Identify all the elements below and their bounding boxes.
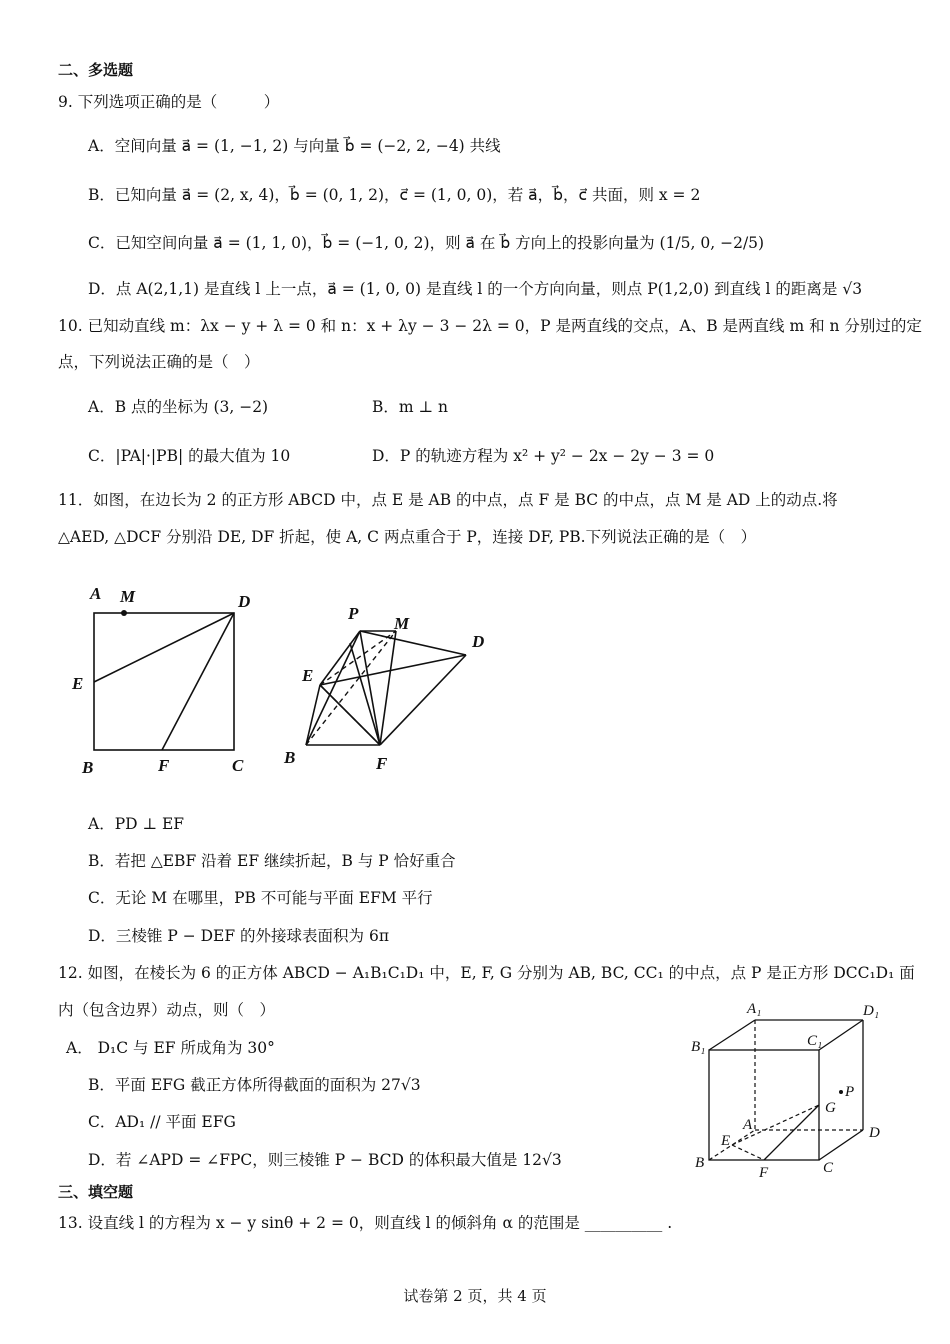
- question-12-option-b: B．平面 EFG 截正方体所得截面的面积为 27√3: [88, 1076, 421, 1094]
- label-c: C: [232, 756, 244, 775]
- label-a: A: [743, 1117, 753, 1133]
- question-11-option-c: C．无论 M 在哪里，PB 不可能与平面 EFM 平行: [88, 889, 433, 907]
- question-10-stem-line2: 点，下列说法正确的是（ ）: [58, 353, 260, 371]
- label-b: B: [284, 748, 296, 767]
- edge-mf: [380, 631, 396, 745]
- dashed-ef: [732, 1145, 764, 1160]
- edge-c1d1: [819, 1020, 863, 1050]
- question-13-answer-blank[interactable]: __________ .: [584, 1214, 673, 1232]
- question-13-row: [58, 1213, 672, 1233]
- edge-b1a1: [709, 1020, 755, 1050]
- point-m: [121, 610, 127, 616]
- question-11-option-d: D．三棱锥 P − DEF 的外接球表面积为 6π: [88, 927, 390, 945]
- question-10-option-b: B．m ⊥ n: [372, 398, 449, 416]
- label-b1: B₁: [691, 1039, 706, 1055]
- page-footer: 试卷第 2 页，共 4 页: [403, 1287, 547, 1305]
- label-f: F: [158, 756, 170, 775]
- section-title-fill-in: 三、填空题: [58, 1183, 134, 1201]
- question-9-option-c: C．已知空间向量 a⃗ = (1, 1, 0)，b⃗ = (−1, 0, 2)，则 a⃗ 在 b⃗ 方向上的投影向量为 (1/5, 0, −2/5): [88, 234, 765, 252]
- question-10-option-c: C．|PA|·|PB| 的最大值为 10: [88, 447, 291, 465]
- label-f: F: [759, 1165, 769, 1181]
- label-e: E: [721, 1133, 731, 1149]
- question-11-option-b: B．若把 △EBF 沿着 EF 继续折起，B 与 P 恰好重合: [88, 852, 456, 870]
- question-12-stem-line2: 内（包含边界）动点，则（ ）: [58, 1001, 276, 1019]
- question-10-option-a: A．B 点的坐标为 (3, −2): [88, 398, 269, 416]
- question-10-option-d: D．P 的轨迹方程为 x² + y² − 2x − 2y − 3 = 0: [372, 447, 715, 465]
- label-d: D: [472, 632, 485, 651]
- label-m: M: [394, 614, 410, 633]
- point-p: [839, 1090, 843, 1094]
- question-9-option-d: D．点 A(2,1,1) 是直线 l 上一点，a⃗ = (1, 0, 0) 是直线 l 的一个方向向量，则点 P(1,2,0) 到直线 l 的距离是 √3: [88, 280, 863, 298]
- label-c1: C₁: [807, 1033, 823, 1049]
- label-m: M: [120, 587, 136, 606]
- question-12-stem-line1: 12. 如图，在棱长为 6 的正方体 ABCD − A₁B₁C₁D₁ 中，E, F, G 分别为 AB, BC, CC₁ 的中点，点 P 是正方形 DCC₁D₁ 面: [58, 964, 915, 982]
- label-f: F: [376, 754, 388, 773]
- edge-pd: [360, 631, 466, 655]
- edge-fd: [380, 655, 466, 745]
- label-d1: D₁: [863, 1003, 880, 1019]
- label-b: B: [695, 1155, 705, 1171]
- question-9-stem: 9. 下列选项正确的是（ ）: [58, 93, 280, 111]
- label-c: C: [823, 1160, 834, 1176]
- question-11-stem-line2: △AED, △DCF 分别沿 DE, DF 折起，使 A, C 两点重合于 P，连接 DF, PB.下列说法正确的是（ ）: [58, 528, 757, 546]
- square-outline: [94, 613, 234, 750]
- square-abcd-figure: [62, 578, 262, 778]
- label-d: D: [238, 592, 251, 611]
- label-a: A: [90, 584, 102, 603]
- question-12-option-c: C．AD₁ // 平面 EFG: [88, 1113, 236, 1131]
- question-11-option-a: A．PD ⊥ EF: [88, 815, 185, 833]
- label-b: B: [82, 758, 94, 777]
- label-a1: A₁: [747, 1001, 762, 1017]
- segment-fd: [162, 613, 234, 750]
- edge-cd: [819, 1130, 863, 1160]
- cube-figure: [685, 995, 895, 1185]
- question-10-stem-line1: 10. 已知动直线 m：λx − y + λ = 0 和 n：x + λy − 3 − 2λ = 0，P 是两直线的交点，A、B 是两直线 m 和 n 分别过的定: [58, 317, 922, 335]
- section-title-multiple-choice: 二、多选题: [58, 61, 134, 79]
- question-9-option-a: A．空间向量 a⃗ = (1, −1, 2) 与向量 b⃗ = (−2, 2, −4) 共线: [88, 137, 501, 155]
- question-13-stem: 13. 设直线 l 的方程为 x − y sinθ + 2 = 0，则直线 l 的倾斜角 α 的范围是: [58, 1214, 580, 1232]
- label-e: E: [72, 674, 84, 693]
- label-p: P: [845, 1084, 855, 1100]
- label-d: D: [869, 1125, 880, 1141]
- question-11-stem-line1: 11．如图，在边长为 2 的正方形 ABCD 中，点 E 是 AB 的中点，点 F 是 BC 的中点，点 M 是 AD 上的动点.将: [58, 491, 838, 509]
- label-p: P: [348, 604, 359, 623]
- question-12-option-a: A． D₁C 与 EF 所成角为 30°: [66, 1039, 275, 1057]
- question-12-option-d: D．若 ∠APD = ∠FPC，则三棱锥 P − BCD 的体积最大值是 12√3: [88, 1151, 562, 1169]
- label-e: E: [302, 666, 314, 685]
- segment-fg: [764, 1105, 819, 1160]
- folded-pyramid-figure: [270, 595, 510, 780]
- segment-ed: [94, 613, 234, 682]
- question-9-option-b: B．已知向量 a⃗ = (2, x, 4)，b⃗ = (0, 1, 2)，c⃗ = (1, 0, 0)，若 a⃗，b⃗，c⃗ 共面，则 x = 2: [88, 186, 701, 204]
- label-g: G: [825, 1100, 836, 1116]
